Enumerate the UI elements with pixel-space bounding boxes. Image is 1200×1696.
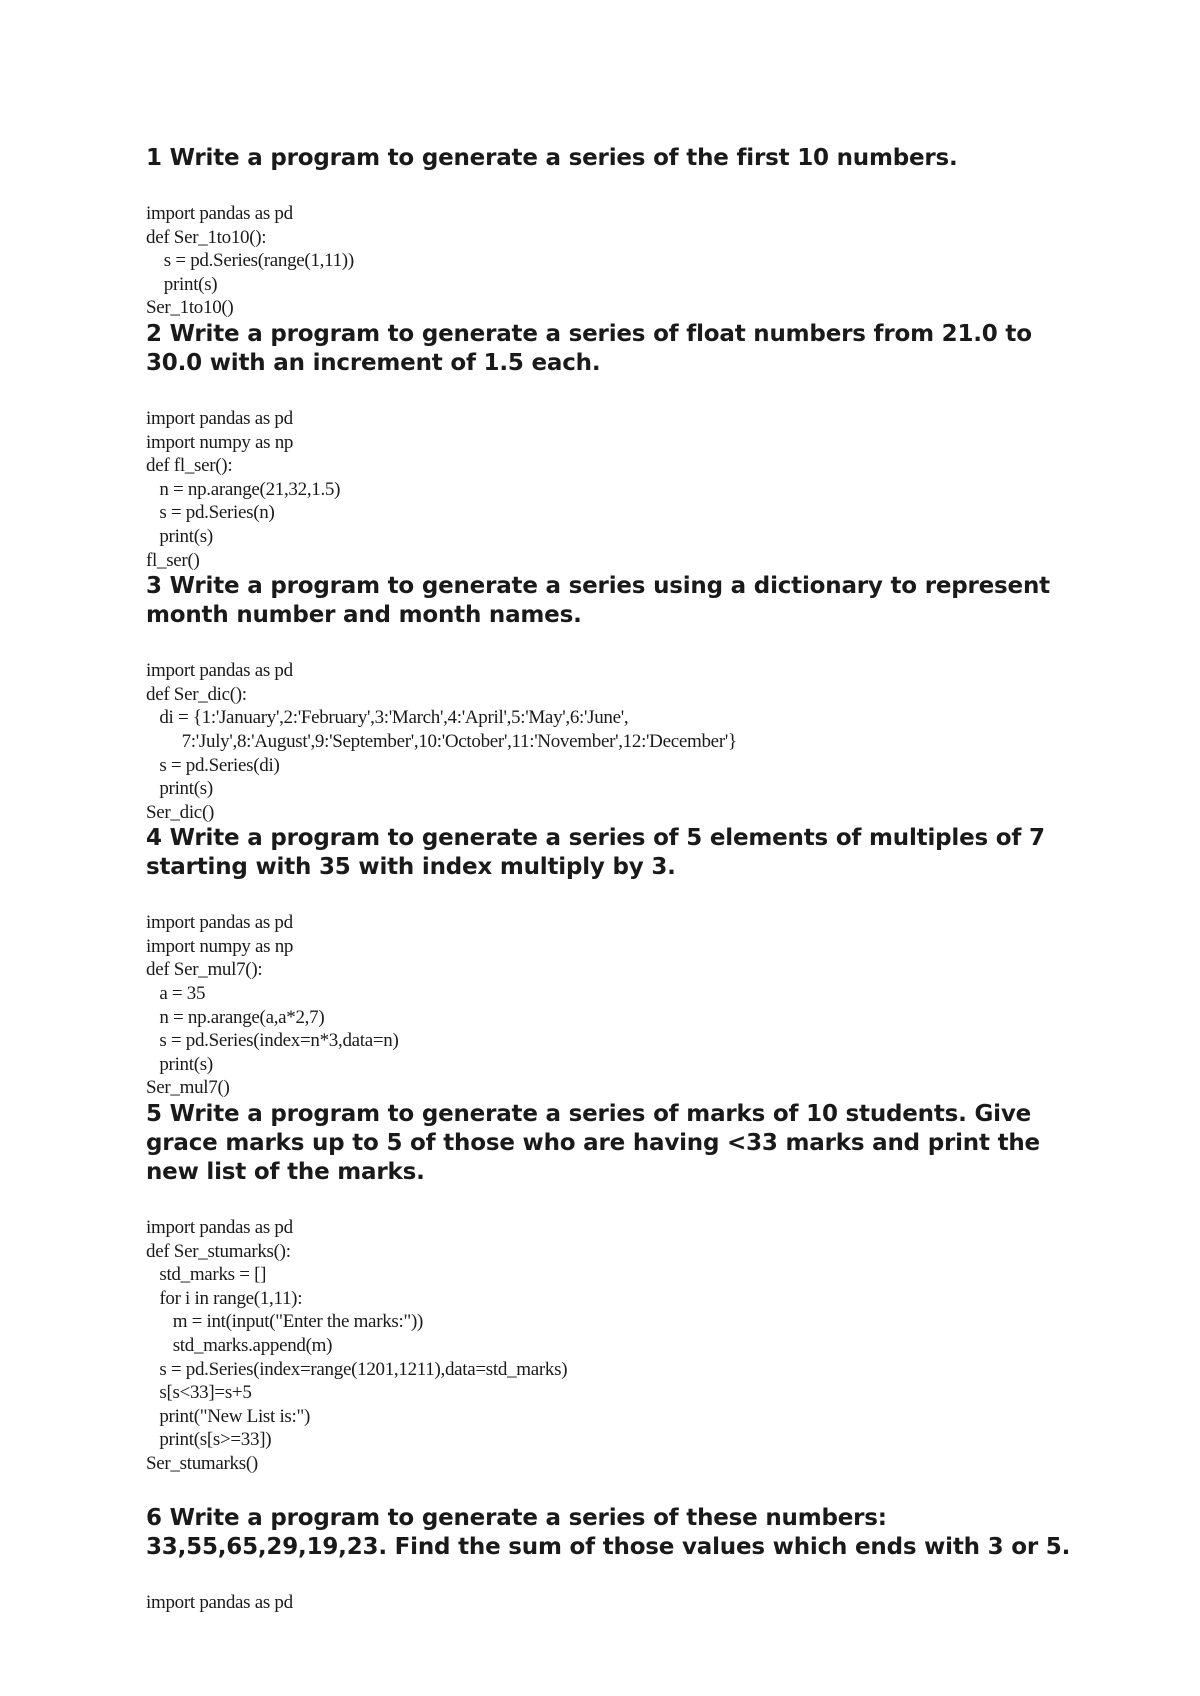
- section-4: [146, 824, 1076, 1100]
- question-heading: 1 Write a program to generate a series of the first 10 numbers.: [146, 145, 958, 171]
- code-block: import pandas as pd def Ser_1to10(): s = pd.Series(range(1,11)) print(s) Ser_1to10(): [146, 203, 354, 319]
- section-6: [146, 1504, 1076, 1615]
- section-5: [146, 1100, 1076, 1504]
- code-block: import pandas as pd def Ser_stumarks(): std_marks = [] for i in range(1,11): m = int(input("Enter the marks:")) std_marks.append(m) s = pd.Series(index=range(1201,1211),data=std_marks) s[s<33]=s+5 print("New List is:") print(s[s>=33]) Ser_stumarks(): [146, 1217, 568, 1474]
- question-heading: 5 Write a program to generate a series of marks of 10 students. Give grace marks up to 5 of those who are having <33 marks and print the new list of the marks.: [146, 1101, 1040, 1186]
- section-2: [146, 320, 1076, 572]
- question-heading: 6 Write a program to generate a series of these numbers: 33,55,65,29,19,23. Find the sum of those values which ends with 3 or 5.: [146, 1504, 1071, 1560]
- code-block: import pandas as pd import numpy as np def fl_ser(): n = np.arange(21,32,1.5) s = pd.Series(n) print(s) fl_ser(): [146, 407, 341, 571]
- question-heading: 2 Write a program to generate a series of float numbers from 21.0 to 30.0 with an increment of 1.5 each.: [146, 320, 1032, 376]
- section-3: [146, 572, 1076, 824]
- code-block: import pandas as pd: [146, 1591, 293, 1613]
- code-block: import pandas as pd import numpy as np def Ser_mul7(): a = 35 n = np.arange(a,a*2,7) s = pd.Series(index=n*3,data=n) print(s) Ser_mul7(): [146, 912, 399, 1099]
- document-page: [146, 144, 1076, 1614]
- question-heading: 3 Write a program to generate a series using a dictionary to represent month number and month names.: [146, 573, 1050, 629]
- code-block: import pandas as pd def Ser_dic(): di = {1:'January',2:'February',3:'March',4:'April',5:'May',6:'June', 7:'July',8:'August',9:'September',10:'October',11:'November',12:'December'} s = pd.Series(di) print(s) Ser_dic(): [146, 660, 737, 823]
- question-heading: 4 Write a program to generate a series of 5 elements of multiples of 7 starting with 35 with index multiply by 3.: [146, 825, 1045, 881]
- section-1: [146, 144, 1076, 320]
